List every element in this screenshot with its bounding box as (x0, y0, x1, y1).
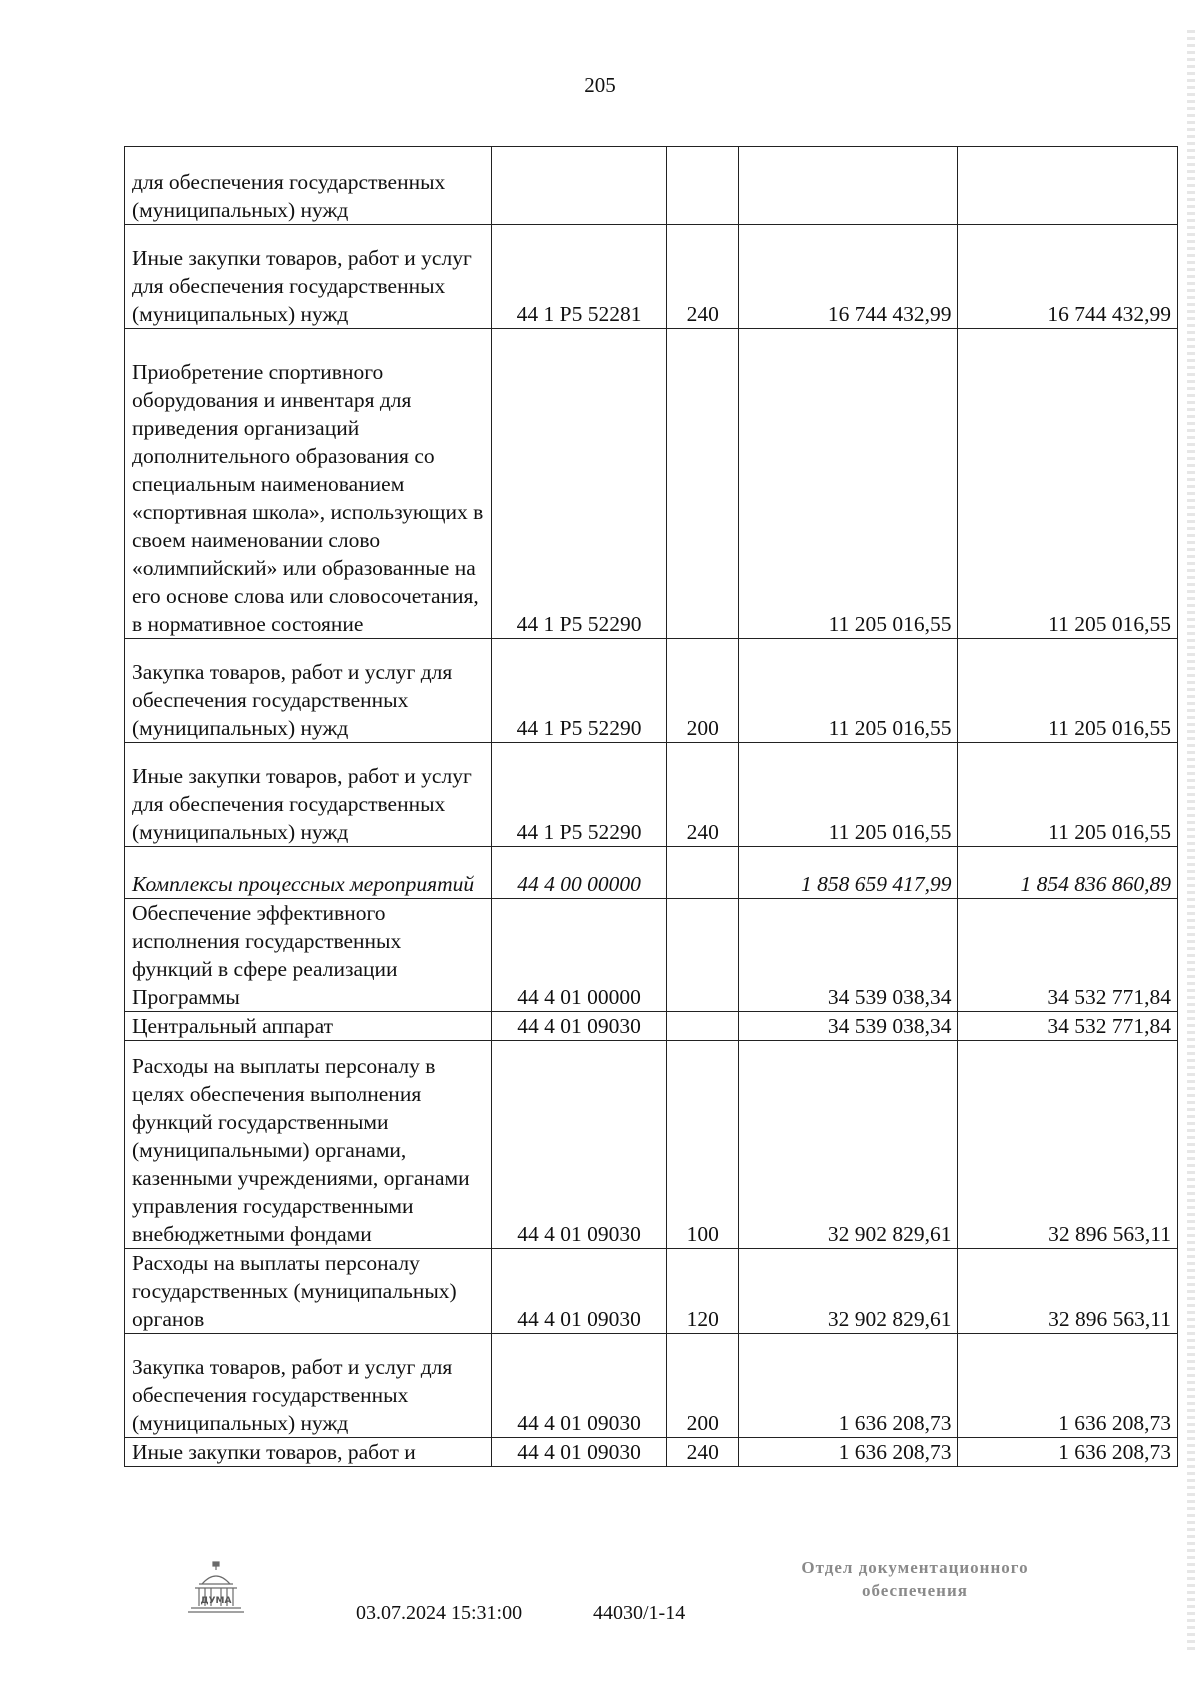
row-sum-2: 16 744 432,99 (958, 225, 1178, 329)
table-row (125, 1012, 1178, 1041)
row-type: 200 (666, 1334, 738, 1438)
scan-edge-artifact (1187, 30, 1195, 1650)
row-code: 44 4 01 00000 (491, 899, 666, 1012)
row-sum-2: 1 854 836 860,89 (958, 847, 1178, 899)
row-code: 44 4 01 09030 (491, 1334, 666, 1438)
row-sum-1: 34 539 038,34 (738, 899, 958, 1012)
row-name: Закупка товаров, работ и услуг для обеспечения государственных (муниципальных) нужд (125, 639, 492, 743)
row-code: 44 4 01 09030 (491, 1012, 666, 1041)
row-sum-2 (958, 147, 1178, 225)
row-sum-2: 32 896 563,11 (958, 1041, 1178, 1249)
row-name: Иные закупки товаров, работ и услуг для обеспечения государственных (муниципальных) нужд (125, 225, 492, 329)
row-sum-1: 34 539 038,34 (738, 1012, 958, 1041)
row-code: 44 1 Р5 52281 (491, 225, 666, 329)
logo-text: ДУМА (200, 1596, 232, 1606)
table-row (125, 1438, 1178, 1467)
row-sum-1: 1 858 659 417,99 (738, 847, 958, 899)
row-code: 44 4 01 09030 (491, 1041, 666, 1249)
row-code: 44 1 Р5 52290 (491, 743, 666, 847)
row-sum-2: 11 205 016,55 (958, 329, 1178, 639)
row-sum-1: 11 205 016,55 (738, 639, 958, 743)
row-code: 44 1 Р5 52290 (491, 329, 666, 639)
row-name: Приобретение спортивного оборудования и инвентаря для приведения организаций дополнительного образования со специальным наименованием «спортивная школа», использующих в своем наименовании слово «олимпийский» или образованные на его основе слова или словосочетания, в нормативное состояние (125, 329, 492, 639)
row-type: 240 (666, 1438, 738, 1467)
row-name: для обеспечения государственных (муниципальных) нужд (125, 147, 492, 225)
row-name: Расходы на выплаты персоналу в целях обеспечения выполнения функций государственными (муниципальными) органами, казенными учреждениями, органами управления государственными внебюджетными фондами (125, 1041, 492, 1249)
table-row (125, 639, 1178, 743)
table-row (125, 1334, 1178, 1438)
row-sum-2: 32 896 563,11 (958, 1249, 1178, 1334)
row-sum-2: 1 636 208,73 (958, 1334, 1178, 1438)
row-type: 240 (666, 225, 738, 329)
department-stamp (765, 1556, 1065, 1602)
duma-emblem-icon (185, 1560, 247, 1620)
row-sum-2: 11 205 016,55 (958, 639, 1178, 743)
page-number: 205 (584, 73, 616, 97)
row-code: 44 1 Р5 52290 (491, 639, 666, 743)
row-type (666, 899, 738, 1012)
row-sum-1: 32 902 829,61 (738, 1041, 958, 1249)
row-type: 200 (666, 639, 738, 743)
table-row (125, 1249, 1178, 1334)
budget-table (124, 146, 1178, 1467)
row-type: 120 (666, 1249, 738, 1334)
table-row (125, 147, 1178, 225)
table-row (125, 743, 1178, 847)
row-sum-1: 11 205 016,55 (738, 743, 958, 847)
table-row (125, 899, 1178, 1012)
row-sum-2: 1 636 208,73 (958, 1438, 1178, 1467)
row-sum-1: 1 636 208,73 (738, 1438, 958, 1467)
row-type: 100 (666, 1041, 738, 1249)
row-type (666, 847, 738, 899)
row-sum-2: 34 532 771,84 (958, 1012, 1178, 1041)
row-name: Иные закупки товаров, работ и услуг для обеспечения государственных (муниципальных) нужд (125, 743, 492, 847)
stamp-line-1: Отдел документационного (801, 1558, 1029, 1577)
row-name: Комплексы процессных мероприятий (125, 847, 492, 899)
row-sum-2: 34 532 771,84 (958, 899, 1178, 1012)
row-code: 44 4 01 09030 (491, 1438, 666, 1467)
row-name: Иные закупки товаров, работ и (125, 1438, 492, 1467)
row-type (666, 147, 738, 225)
row-type: 240 (666, 743, 738, 847)
footer-date: 03.07.2024 15:31:00 (356, 1602, 523, 1624)
row-sum-2: 11 205 016,55 (958, 743, 1178, 847)
row-name: Обеспечение эффективного исполнения государственных функций в сфере реализации Программы (125, 899, 492, 1012)
table-row (125, 225, 1178, 329)
table-row (125, 1041, 1178, 1249)
row-code: 44 4 01 09030 (491, 1249, 666, 1334)
row-sum-1: 16 744 432,99 (738, 225, 958, 329)
row-sum-1: 32 902 829,61 (738, 1249, 958, 1334)
row-code (491, 147, 666, 225)
row-sum-1 (738, 147, 958, 225)
row-sum-1: 11 205 016,55 (738, 329, 958, 639)
row-code: 44 4 00 00000 (491, 847, 666, 899)
row-sum-1: 1 636 208,73 (738, 1334, 958, 1438)
row-name: Расходы на выплаты персоналу государственных (муниципальных) органов (125, 1249, 492, 1334)
row-type (666, 329, 738, 639)
stamp-line-2: обеспечения (862, 1581, 968, 1600)
footer-doc-number: 44030/1-14 (593, 1602, 686, 1624)
row-type (666, 1012, 738, 1041)
row-name: Центральный аппарат (125, 1012, 492, 1041)
table-row (125, 329, 1178, 639)
row-name: Закупка товаров, работ и услуг для обеспечения государственных (муниципальных) нужд (125, 1334, 492, 1438)
table-row (125, 847, 1178, 899)
